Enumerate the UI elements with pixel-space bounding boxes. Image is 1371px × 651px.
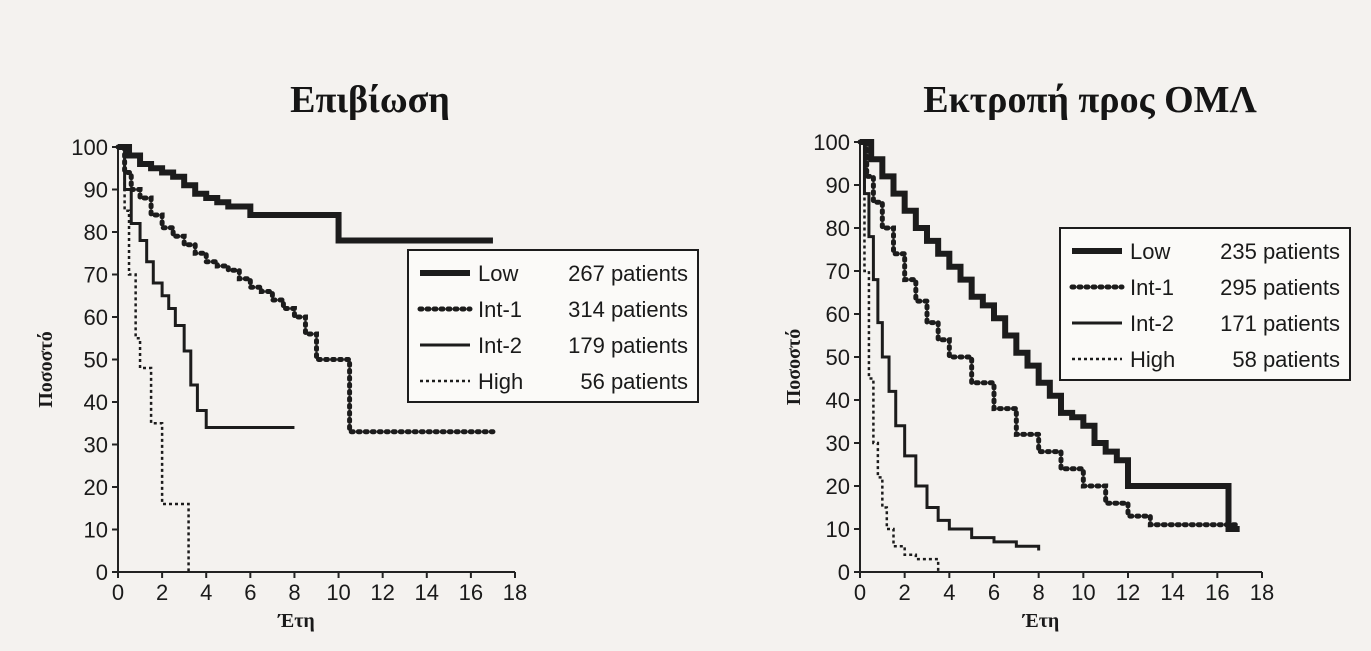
y-axis-label: Ποσοστό xyxy=(783,328,805,406)
x-tick-label: 12 xyxy=(370,580,395,605)
x-tick-label: 12 xyxy=(1115,580,1141,605)
y-tick-label: 50 xyxy=(825,345,850,370)
legend-series-count: 58 patients xyxy=(1232,347,1340,372)
x-tick-label: 14 xyxy=(414,580,440,605)
y-tick-label: 70 xyxy=(83,262,108,288)
y-tick-label: 30 xyxy=(83,432,108,458)
y-tick-label: 20 xyxy=(83,475,108,500)
y-tick-label: 30 xyxy=(825,431,850,456)
y-tick-label: 70 xyxy=(825,259,850,284)
y-tick-label: 0 xyxy=(95,560,108,585)
y-tick-label: 50 xyxy=(83,347,108,373)
x-tick-label: 16 xyxy=(1205,580,1230,605)
y-tick-label: 90 xyxy=(825,173,850,198)
y-tick-label: 10 xyxy=(83,517,108,543)
y-tick-label: 20 xyxy=(825,474,850,499)
x-tick-label: 8 xyxy=(288,580,301,605)
x-axis-label: Έτη xyxy=(1022,610,1060,632)
legend-series-count: 235 patients xyxy=(1220,239,1340,264)
legend-series-count: 314 patients xyxy=(568,297,688,322)
legend-series-count: 267 patients xyxy=(568,261,688,286)
x-tick-label: 18 xyxy=(1249,580,1275,605)
x-axis-label: Έτη xyxy=(278,610,315,632)
legend-series-count: 56 patients xyxy=(580,369,688,394)
y-tick-label: 100 xyxy=(813,130,850,155)
x-tick-label: 0 xyxy=(111,580,125,605)
y-tick-label: 100 xyxy=(71,135,108,160)
x-tick-label: 16 xyxy=(458,580,484,605)
legend-series-name: High xyxy=(1130,347,1176,372)
y-tick-label: 90 xyxy=(83,177,108,203)
legend xyxy=(1060,228,1350,380)
x-tick-label: 4 xyxy=(943,580,956,605)
y-tick-label: 40 xyxy=(83,390,108,415)
x-tick-label: 18 xyxy=(502,580,528,605)
y-tick-label: 40 xyxy=(825,388,850,413)
legend-series-name: Int-2 xyxy=(1130,311,1175,336)
y-tick-label: 0 xyxy=(837,560,850,585)
y-tick-label: 10 xyxy=(825,517,850,542)
legend-series-name: Int-1 xyxy=(478,297,523,322)
legend-series-name: Low xyxy=(1130,239,1171,264)
y-tick-label: 80 xyxy=(83,220,108,245)
x-tick-label: 2 xyxy=(155,580,169,605)
x-tick-label: 6 xyxy=(987,580,1001,605)
legend-series-name: High xyxy=(478,369,524,394)
x-tick-label: 4 xyxy=(200,580,213,605)
x-tick-label: 2 xyxy=(898,580,911,605)
legend-series-name: Low xyxy=(478,261,519,286)
legend-series-count: 179 patients xyxy=(568,333,688,358)
chart-title: Επιβίωση xyxy=(290,79,450,121)
y-tick-label: 60 xyxy=(83,305,108,330)
legend-series-count: 171 patients xyxy=(1220,311,1340,336)
legend-series-count: 295 patients xyxy=(1220,275,1340,300)
legend-series-name: Int-1 xyxy=(1130,275,1175,300)
y-axis-label: Ποσοστό xyxy=(35,331,57,408)
y-tick-label: 80 xyxy=(825,216,850,241)
legend-series-name: Int-2 xyxy=(478,333,523,358)
x-tick-label: 14 xyxy=(1160,580,1185,605)
x-tick-label: 6 xyxy=(244,580,257,605)
x-tick-label: 10 xyxy=(1071,580,1096,605)
chart-title: Εκτροπή προς ΟΜΛ xyxy=(923,79,1257,121)
y-tick-label: 60 xyxy=(825,302,850,327)
x-tick-label: 8 xyxy=(1032,580,1045,605)
x-tick-label: 10 xyxy=(326,580,351,605)
x-tick-label: 0 xyxy=(853,580,867,605)
legend xyxy=(408,250,698,402)
